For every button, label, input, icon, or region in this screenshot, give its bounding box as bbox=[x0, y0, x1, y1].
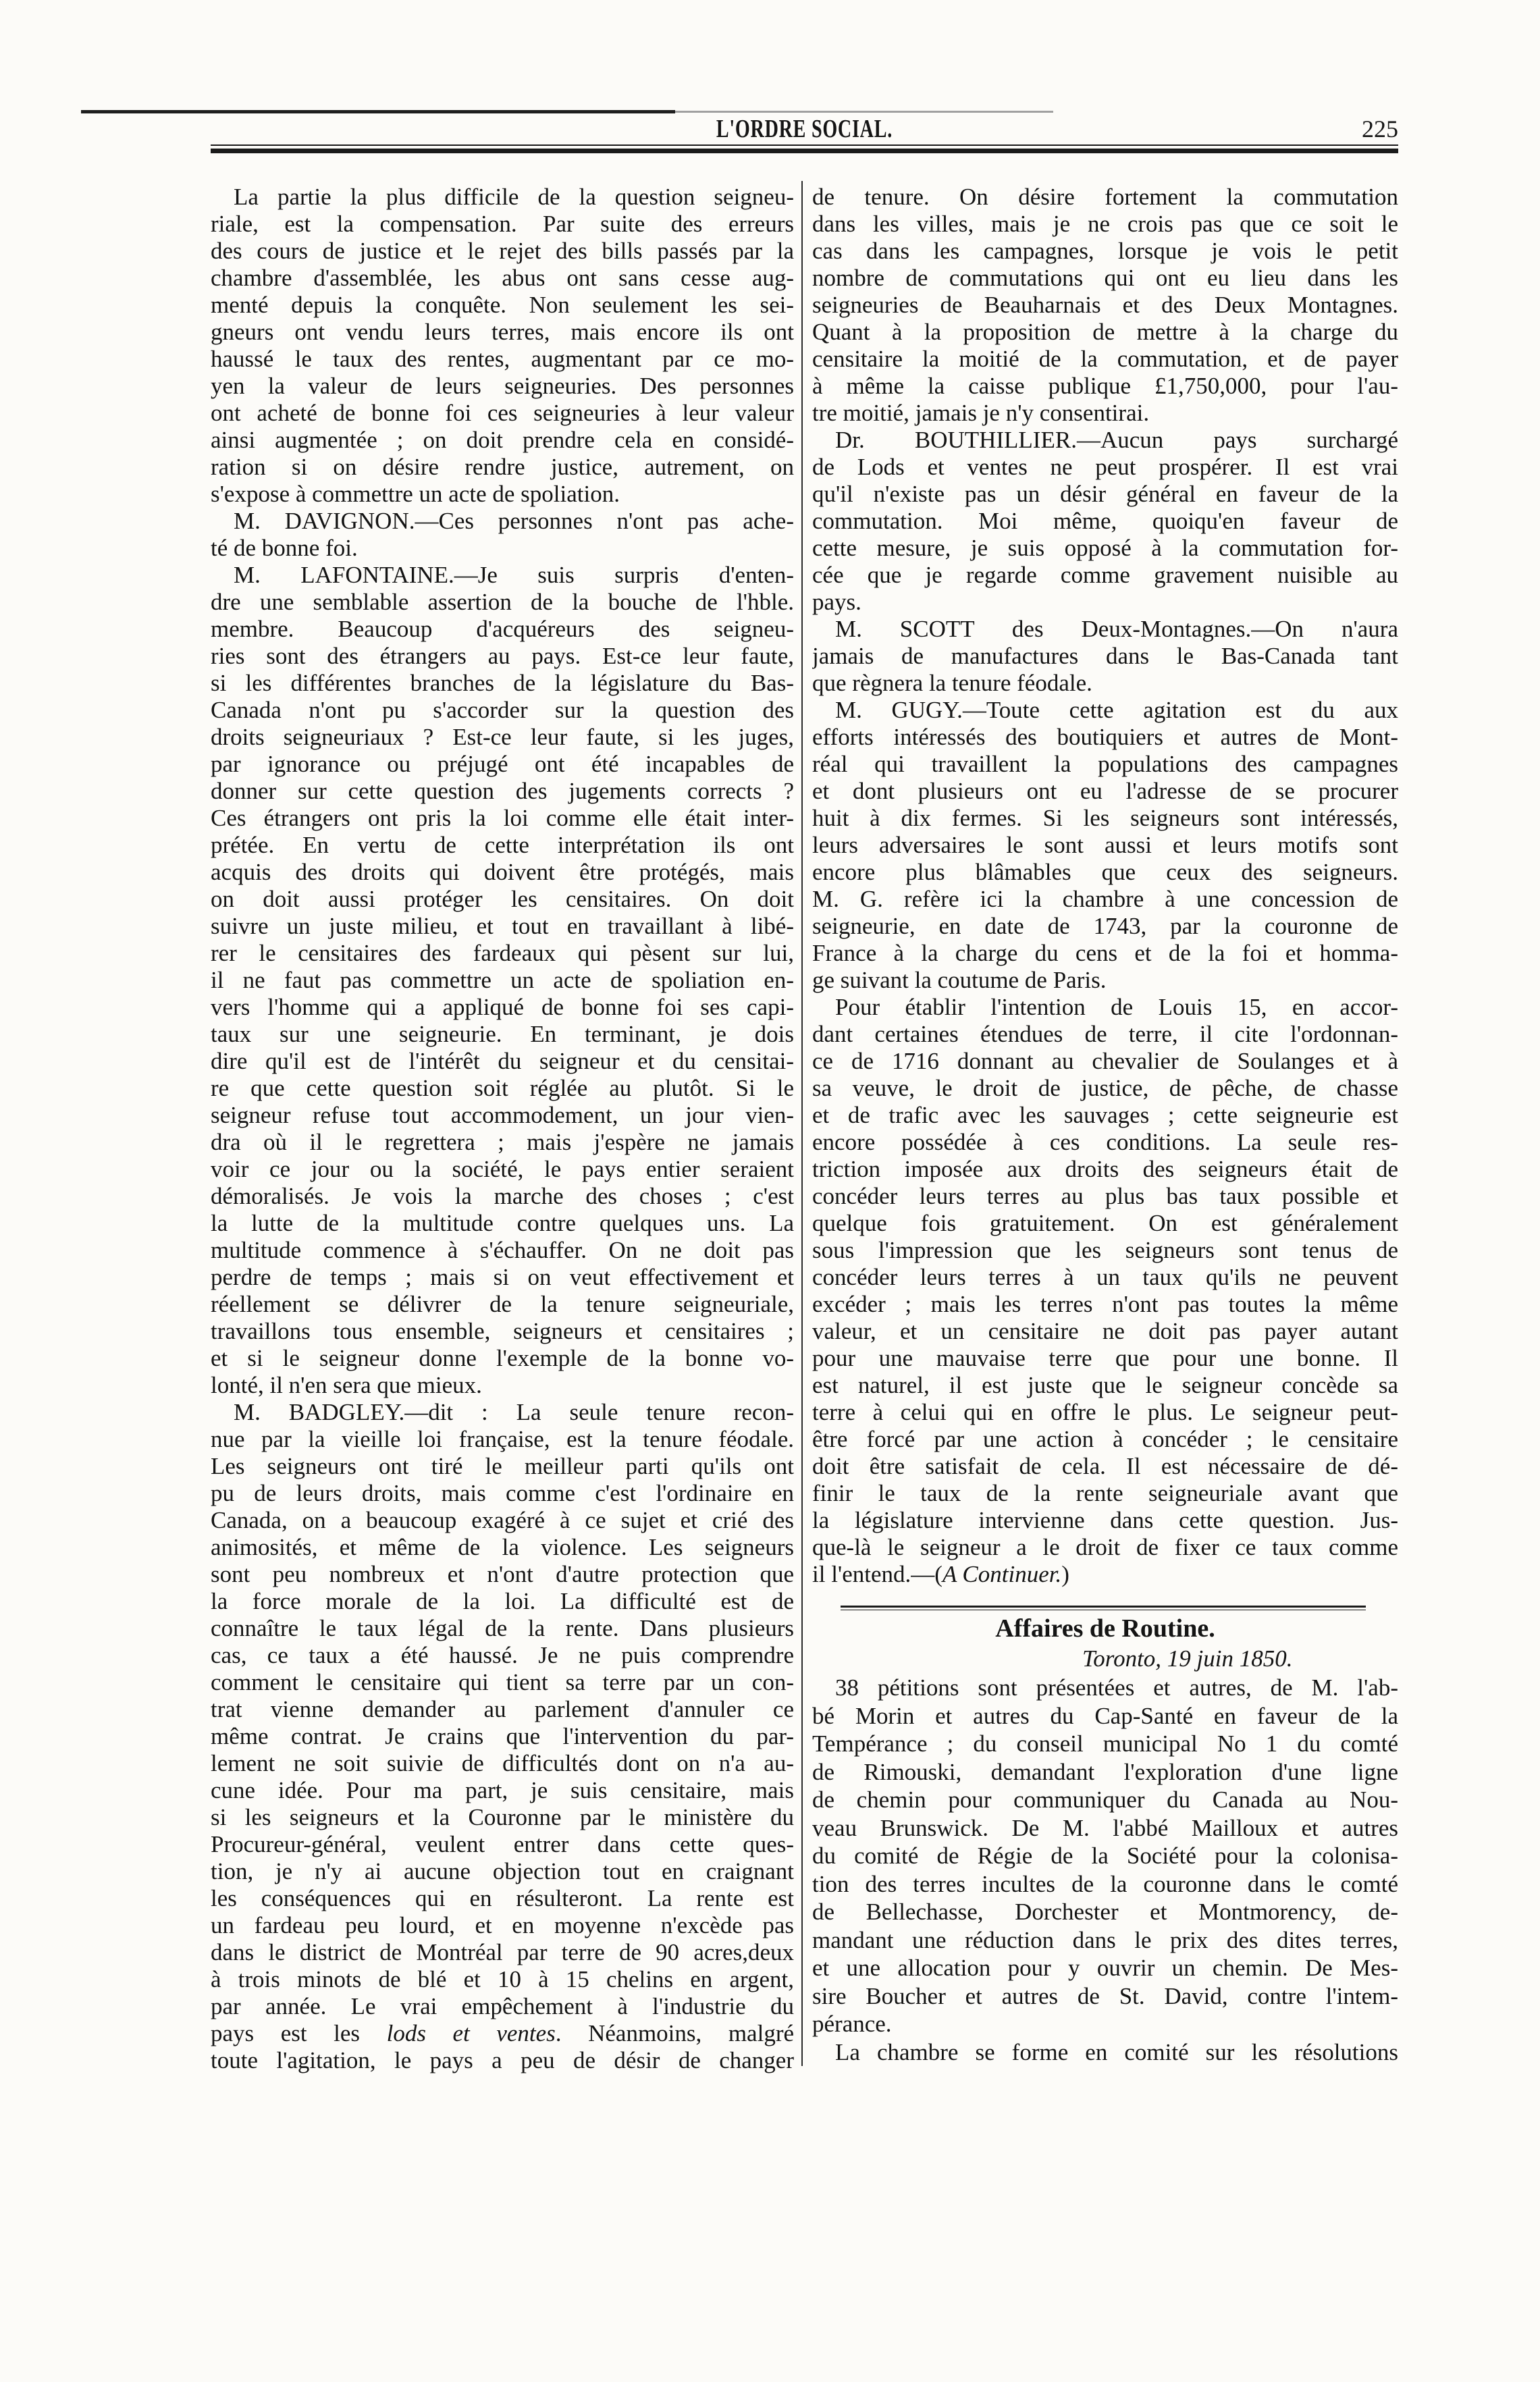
text-line: terre à celui qui en offre le plus. Le seigneur peut- bbox=[812, 1399, 1398, 1425]
newspaper-title-text: L'ORDRE SOCIAL. bbox=[716, 115, 893, 143]
text-line: de chemin pour communiquer du Canada au Nou- bbox=[812, 1786, 1398, 1813]
text-line: la lutte de la multitude contre quelques uns. La bbox=[211, 1210, 794, 1236]
text-line bbox=[211, 2020, 794, 2047]
text-line: de Rimouski, demandant l'exploration d'une ligne bbox=[812, 1758, 1398, 1785]
column-divider bbox=[801, 181, 803, 2066]
text-line: concéder leurs terres à un taux qu'ils ne peuvent bbox=[812, 1264, 1398, 1290]
top-scan-rule-faint bbox=[675, 111, 1053, 113]
paragraph bbox=[211, 184, 794, 508]
routine-affairs-section bbox=[812, 1600, 1398, 2066]
text-line: censitaire la moitié de la commutation, et de payer bbox=[812, 346, 1398, 372]
text-line: M. DAVIGNON.—Ces personnes n'ont pas ache- bbox=[234, 508, 794, 534]
text-line: seigneuries de Beauharnais et des Deux Montagnes. bbox=[812, 292, 1398, 318]
text-line: lement ne soit suivie de difficultés dont on n'a au- bbox=[211, 1750, 794, 1776]
text-line: M. SCOTT des Deux-Montagnes.—On n'aura bbox=[835, 616, 1398, 642]
text-line: Pour établir l'intention de Louis 15, en accor- bbox=[835, 994, 1398, 1020]
text-line: encore plus blâmables que ceux des seigneurs. bbox=[812, 859, 1398, 885]
text-line: dire qu'il est de l'intérêt du seigneur et du censitai- bbox=[211, 1048, 794, 1074]
text-line: toute l'agitation, le pays a peu de désir de changer bbox=[211, 2047, 794, 2073]
text-line: Les seigneurs ont tiré le meilleur parti qu'ils ont bbox=[211, 1453, 794, 1479]
text-line: dra où il le regrettera ; mais j'espère ne jamais bbox=[211, 1129, 794, 1155]
text-line: yen la valeur de leurs seigneuries. Des personnes bbox=[211, 373, 794, 399]
text-line: ainsi augmentée ; on doit prendre cela en considé- bbox=[211, 427, 794, 453]
text-line: té de bonne foi. bbox=[211, 535, 358, 561]
text-line: réellement se délivrer de la tenure seigneuriale, bbox=[211, 1291, 794, 1317]
paragraph bbox=[812, 1674, 1398, 2038]
text-line: nombre de commutations qui ont eu lieu dans les bbox=[812, 265, 1398, 291]
left-column bbox=[211, 184, 794, 2074]
text-line: ce de 1716 donnant au chevalier de Soulanges et à bbox=[812, 1048, 1398, 1074]
text-line: voir ce jour ou la société, le pays entier seraient bbox=[211, 1156, 794, 1182]
text-line: donner sur cette question des jugements corrects ? bbox=[211, 778, 794, 804]
text-line: même contrat. Je crains que l'intervention du par- bbox=[211, 1723, 794, 1749]
text-line: on doit aussi protéger les censitaires. On doit bbox=[211, 886, 794, 912]
text-line: Dr. BOUTHILLIER.—Aucun pays surchargé bbox=[835, 427, 1398, 453]
text-line: et si le seigneur donne l'exemple de la bonne vo- bbox=[211, 1345, 794, 1371]
text-line: re que cette question soit réglée au plutôt. Si le bbox=[211, 1075, 794, 1101]
text-line: à même la caisse publique £1,750,000, pour l'au- bbox=[812, 373, 1398, 399]
text-line: la force morale de la loi. La difficulté est de bbox=[211, 1588, 794, 1614]
text-line: M. BADGLEY.—dit : La seule tenure recon- bbox=[234, 1399, 794, 1425]
text-line: La chambre se forme en comité sur les résolutions bbox=[835, 2038, 1398, 2065]
text-line: M. GUGY.—Toute cette agitation est du aux bbox=[835, 697, 1398, 723]
text-line: ration si on désire rendre justice, autrement, on bbox=[211, 454, 794, 480]
section-rule bbox=[841, 1606, 1366, 1608]
text-line: tion, je n'y ai aucune objection tout en craignant bbox=[211, 1858, 794, 1884]
italic-run: A Continuer. bbox=[942, 1561, 1062, 1587]
text-line: vers l'homme qui a appliqué de bonne foi ses capi- bbox=[211, 994, 794, 1020]
text-line: cune idée. Pour ma part, je suis censitaire, mais bbox=[211, 1777, 794, 1803]
text-run: ) bbox=[1061, 1561, 1069, 1587]
text-line: lonté, il n'en sera que mieux. bbox=[211, 1372, 482, 1398]
text-line: Tempérance ; du conseil municipal No 1 du comté bbox=[812, 1730, 1398, 1757]
text-line: sire Boucher et autres de St. David, contre l'intem- bbox=[812, 1982, 1398, 2009]
running-header bbox=[211, 115, 1398, 143]
text-line: les conséquences qui en résulteront. La rente est bbox=[211, 1885, 794, 1911]
text-line: M. LAFONTAINE.—Je suis surpris d'enten- bbox=[234, 562, 794, 588]
text-line: un fardeau peu lourd, et en moyenne n'excède pas bbox=[211, 1912, 794, 1938]
text-line: s'expose à commettre un acte de spoliation. bbox=[211, 481, 620, 507]
text-line: démoralisés. Je vois la marche des choses ; c'est bbox=[211, 1183, 794, 1209]
text-line: cette mesure, je suis opposé à la commutation for- bbox=[812, 535, 1398, 561]
text-line: dant certaines étendues de terre, il cite l'ordonnan- bbox=[812, 1021, 1398, 1047]
text-line: droits seigneuriaux ? Est-ce leur faute, si les juges, bbox=[211, 724, 794, 750]
text-line: cas dans les campagnes, lorsque je vois le petit bbox=[812, 238, 1398, 264]
text-line: comment le censitaire qui tient sa terre par un con- bbox=[211, 1669, 794, 1695]
text-line: pérance. bbox=[812, 2011, 892, 2037]
top-scan-rule bbox=[81, 110, 675, 113]
text-line: riale, est la compensation. Par suite des erreurs bbox=[211, 211, 794, 237]
text-line: par année. Le vrai empêchement à l'industrie du bbox=[211, 1993, 794, 2019]
text-line: de tenure. On désire fortement la commutation bbox=[812, 184, 1398, 210]
text-line: La partie la plus difficile de la question seigneu- bbox=[234, 184, 794, 210]
section-body bbox=[812, 1674, 1398, 2066]
text-line: tion des terres incultes de la couronne dans le comté bbox=[812, 1870, 1398, 1897]
text-line: pour une mauvaise terre que pour une bonne. Il bbox=[812, 1345, 1398, 1371]
text-line: M. G. refère ici la chambre à une concession de bbox=[812, 886, 1398, 912]
text-run: pays est les bbox=[211, 2020, 387, 2046]
text-line: connaître le taux légal de la rente. Dans plusieurs bbox=[211, 1615, 794, 1641]
text-line: sont peu nombreux et n'ont d'autre protection que bbox=[211, 1561, 794, 1587]
text-line: et de trafic avec les sauvages ; cette seigneurie est bbox=[812, 1102, 1398, 1128]
text-line: Ces étrangers ont pris la loi comme elle était inter- bbox=[211, 805, 794, 831]
section-dateline: Toronto, 19 juin 1850. bbox=[1082, 1645, 1293, 1672]
text-line: ries sont des étrangers au pays. Est-ce leur faute, bbox=[211, 643, 794, 669]
text-line: si les seigneurs et la Couronne par le ministère du bbox=[211, 1804, 794, 1830]
text-line: bé Morin et autres du Cap-Santé en faveur de la bbox=[812, 1702, 1398, 1729]
text-line: des cours de justice et le rejet des bills passés par la bbox=[211, 238, 794, 264]
paragraph bbox=[812, 427, 1398, 616]
text-line: à trois minots de blé et 10 à 15 chelins en argent, bbox=[211, 1966, 794, 1992]
text-line: encore possédée à ces conditions. La seule res- bbox=[812, 1129, 1398, 1155]
text-line: pays. bbox=[812, 589, 861, 615]
text-line: travaillons tous ensemble, seigneurs et censitaires ; bbox=[211, 1318, 794, 1344]
text-line: excéder ; mais les terres n'ont pas toutes la même bbox=[812, 1291, 1398, 1317]
text-line: leurs adversaires le sont aussi et leurs motifs sont bbox=[812, 832, 1398, 858]
text-line: veau Brunswick. De M. l'abbé Mailloux et autres bbox=[812, 1814, 1398, 1841]
text-line: animosités, et même de la violence. Les seigneurs bbox=[211, 1534, 794, 1560]
text-line: Canada, on a beaucoup exagéré à ce sujet et crié des bbox=[211, 1507, 794, 1533]
paragraph bbox=[812, 697, 1398, 994]
text-line: sous l'impression que les seigneurs sont tenus de bbox=[812, 1237, 1398, 1263]
text-line: Quant à la proposition de mettre à la charge du bbox=[812, 319, 1398, 345]
text-line: mandant une réduction dans le prix des dites terres, bbox=[812, 1926, 1398, 1953]
text-line: être forcé par une action à concéder ; le censitaire bbox=[812, 1426, 1398, 1452]
text-line: seigneur refuse tout accommodement, un jour vien- bbox=[211, 1102, 794, 1128]
section-heading: Affaires de Routine. bbox=[995, 1614, 1215, 1643]
text-line: cée que je regarde comme gravement nuisible au bbox=[812, 562, 1398, 588]
text-line: réal qui travaillent la populations des campagnes bbox=[812, 751, 1398, 777]
text-line: si les différentes branches de la législature du Bas- bbox=[211, 670, 794, 696]
page-number: 225 bbox=[1362, 115, 1398, 142]
text-line: menté depuis la conquête. Non seulement les sei- bbox=[211, 292, 794, 318]
text-line: et dont plusieurs ont eu l'adresse de se procurer bbox=[812, 778, 1398, 804]
paragraph bbox=[812, 616, 1398, 697]
text-line: membre. Beaucoup d'acquéreurs des seigneu- bbox=[211, 616, 794, 642]
text-line: pu de leurs droits, mais comme c'est l'ordinaire en bbox=[211, 1480, 794, 1506]
text-line: ge suivant la coutume de Paris. bbox=[812, 967, 1107, 993]
paragraph bbox=[211, 508, 794, 562]
text-line: quelque fois gratuitement. On est généralement bbox=[812, 1210, 1398, 1236]
text-line: ont acheté de bonne foi ces seigneuries à leur valeur bbox=[211, 400, 794, 426]
text-run: . Néanmoins, malgré bbox=[555, 2020, 794, 2046]
text-line: et une allocation pour y ouvrir un chemin. De Mes- bbox=[812, 1955, 1398, 1981]
text-line: trat vienne demander au parlement d'annuler ce bbox=[211, 1696, 794, 1722]
paragraph bbox=[211, 1399, 794, 2074]
text-line: finir le taux de la rente seigneuriale avant que bbox=[812, 1480, 1398, 1506]
text-line: du comité de Régie de la Société pour la colonisa- bbox=[812, 1843, 1398, 1869]
text-line: acquis des droits qui doivent être protégés, mais bbox=[211, 859, 794, 885]
text-line: gneurs ont vendu leurs terres, mais encore ils ont bbox=[211, 319, 794, 345]
text-line: la législature intervienne dans cette question. Jus- bbox=[812, 1507, 1398, 1533]
text-line: France à la charge du cens et de la foi et homma- bbox=[812, 940, 1398, 966]
text-line: de Bellechasse, Dorchester et Montmorency, de- bbox=[812, 1899, 1398, 1925]
text-line: jamais de manufactures dans le Bas-Canada tant bbox=[812, 643, 1398, 669]
text-line: doit être satisfait de cela. Il est nécessaire de dé- bbox=[812, 1453, 1398, 1479]
text-line: rer le censitaires des fardeaux qui pèsent sur lui, bbox=[211, 940, 794, 966]
header-rule-thin bbox=[211, 144, 1398, 146]
newspaper-title bbox=[211, 115, 1398, 143]
paragraph bbox=[812, 184, 1398, 427]
text-line: suivre un juste milieu, et tout en travaillant à libé- bbox=[211, 913, 794, 939]
text-line: nue par la vieille loi française, est la tenure féodale. bbox=[211, 1426, 794, 1452]
header-rule-thick bbox=[211, 149, 1398, 153]
paragraph bbox=[812, 2038, 1398, 2067]
text-line: valeur, et un censitaire ne doit pas payer autant bbox=[812, 1318, 1398, 1344]
text-line: dans les villes, mais je ne crois pas que ce soit le bbox=[812, 211, 1398, 237]
italic-run: lods et ventes bbox=[386, 2020, 556, 2046]
text-line: chambre d'assemblée, les abus ont sans cesse aug- bbox=[211, 265, 794, 291]
text-line: commutation. Moi même, quoiqu'en faveur de bbox=[812, 508, 1398, 534]
text-line: que règnera la tenure féodale. bbox=[812, 670, 1092, 696]
text-line: Canada n'ont pu s'accorder sur la question des bbox=[211, 697, 794, 723]
text-line: taux sur une seigneurie. En terminant, je dois bbox=[211, 1021, 794, 1047]
text-line: dans le district de Montréal par terre de 90 acres,deux bbox=[211, 1939, 794, 1965]
text-line: perdre de temps ; mais si on veut effectivement et bbox=[211, 1264, 794, 1290]
text-line: seigneurie, en date de 1743, par la couronne de bbox=[812, 913, 1398, 939]
text-line: sa veuve, le droit de justice, de pêche, de chasse bbox=[812, 1075, 1398, 1101]
text-line: cas, ce taux a été haussé. Je ne puis comprendre bbox=[211, 1642, 794, 1668]
text-line: concéder leurs terres au plus bas taux possible et bbox=[812, 1183, 1398, 1209]
text-line: Procureur-général, veulent entrer dans cette ques- bbox=[211, 1831, 794, 1857]
paragraph bbox=[812, 994, 1398, 1588]
text-line: haussé le taux des rentes, augmentant par ce mo- bbox=[211, 346, 794, 372]
text-line: prétée. En vertu de cette interprétation ils ont bbox=[211, 832, 794, 858]
text-line: par ignorance ou préjugé ont été incapables de bbox=[211, 751, 794, 777]
text-line bbox=[812, 1561, 1398, 1588]
text-line: est naturel, il est juste que le seigneur concède sa bbox=[812, 1372, 1398, 1398]
right-column bbox=[812, 184, 1398, 1588]
text-line: il ne faut pas commettre un acte de spoliation en- bbox=[211, 967, 794, 993]
text-line: huit à dix fermes. Si les seigneurs sont intéressés, bbox=[812, 805, 1398, 831]
text-line: de Lods et ventes ne peut prospérer. Il est vrai bbox=[812, 454, 1398, 480]
text-line: tre moitié, jamais je n'y consentirai. bbox=[812, 400, 1150, 426]
text-run: il l'entend.—( bbox=[812, 1561, 942, 1587]
text-line: 38 pétitions sont présentées et autres, de M. l'ab- bbox=[835, 1674, 1398, 1701]
text-line: efforts intéressés des boutiquiers et autres de Mont- bbox=[812, 724, 1398, 750]
text-line: dre une semblable assertion de la bouche de l'hble. bbox=[211, 589, 794, 615]
paragraph bbox=[211, 562, 794, 1399]
text-line: multitude commence à s'échauffer. On ne doit pas bbox=[211, 1237, 794, 1263]
text-line: qu'il n'existe pas un désir général en faveur de la bbox=[812, 481, 1398, 507]
text-line: triction imposée aux droits des seigneurs était de bbox=[812, 1156, 1398, 1182]
text-line: que-là le seigneur a le droit de fixer ce taux comme bbox=[812, 1534, 1398, 1560]
